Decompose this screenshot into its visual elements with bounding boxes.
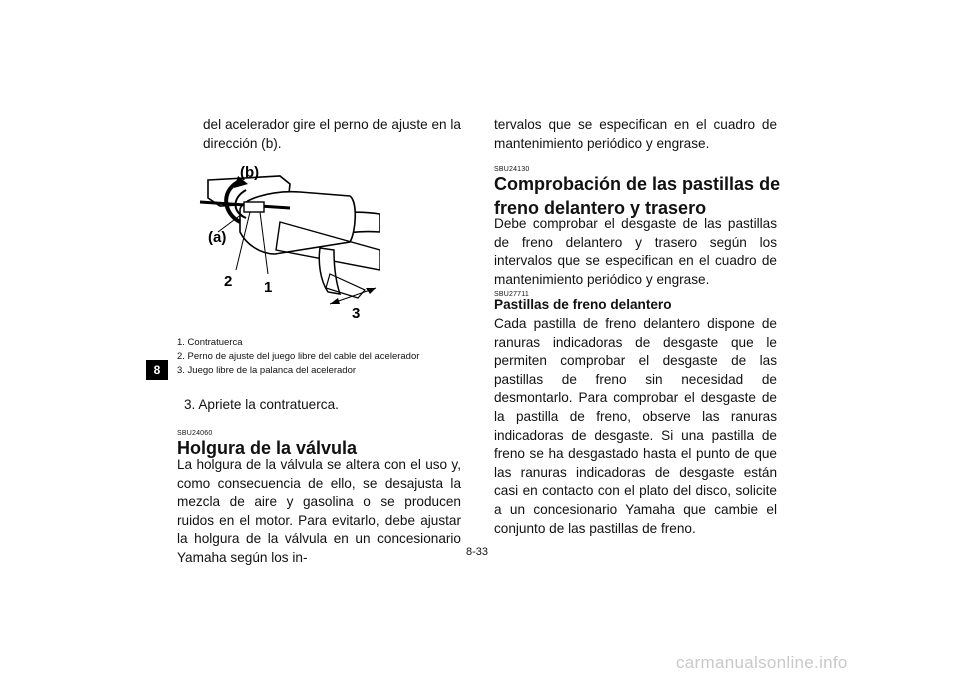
label-3: 3 — [352, 305, 361, 322]
watermark: carmanualsonline.info — [676, 653, 848, 672]
section-body: Debe comprobar el desgaste de las pastillas de freno delantero y trasero según los intervalos que se especifican en el cuadro de mantenimiento periódico y engrase. — [494, 216, 777, 287]
figure-captions — [177, 336, 419, 378]
right-intro-text: tervalos que se especifican en el cuadro de mantenimiento periódico y engrase. — [494, 117, 777, 151]
throttle-housing — [240, 192, 355, 254]
step-3: 3. Apriete la contratuerca. — [184, 397, 339, 412]
page-number: 8-33 — [466, 546, 489, 558]
section-body: La holgura de la válvula se altera con el uso y, como consecuencia de ello, se desajusta la mezcla de aire y gasolina o se producen ruidos en el motor. Para evitarlo, debe ajustar la holgura de la válvula en un concesionario Yamaha según los in- — [177, 457, 461, 565]
label-a: (a) — [208, 229, 227, 246]
section-code: SBU24130 — [494, 166, 530, 173]
subsection-title: Pastillas de freno delantero — [494, 297, 672, 312]
section-title: Comprobación de las pastillas de freno delantero y trasero — [494, 174, 781, 218]
section-code: SBU24060 — [177, 430, 213, 437]
throttle-figure — [180, 162, 380, 324]
subsection-body: Cada pastilla de freno delantero dispone de ranuras indicadoras de desgaste que le permiten comprobar el desgaste de las pastillas de freno sin necesidad de desmontarlo. Para comprobar el desgaste de la pastilla de freno, observe las ranuras indicadoras de desgaste. Si una pastilla de freno se ha desgastado hasta el punto de que las ranuras indicadoras de desgaste están casi en contacto con el plato del disco, solicite a un concesionario Yamaha que cambie el conjunto de las pastillas de freno. — [494, 316, 777, 536]
label-1: 1 — [264, 279, 273, 296]
caption-2: 2. Perno de ajuste del juego libre del cable del acelerador — [177, 351, 420, 362]
adjuster-bolt — [244, 202, 264, 212]
section-title: Holgura de la válvula — [177, 438, 358, 458]
chapter-tab: 8 — [146, 360, 168, 380]
caption-3: 3. Juego libre de la palanca del acelerador — [177, 365, 357, 376]
dimension-arrow-1 — [330, 298, 340, 304]
throttle-lever — [319, 248, 340, 294]
label-b: (b) — [240, 164, 260, 181]
left-intro-text: del acelerador gire el perno de ajuste en la dirección (b). — [203, 117, 461, 151]
label-2: 2 — [224, 273, 233, 290]
subsection-code: SBU27711 — [494, 291, 529, 298]
caption-1: 1. Contratuerca — [177, 337, 243, 348]
